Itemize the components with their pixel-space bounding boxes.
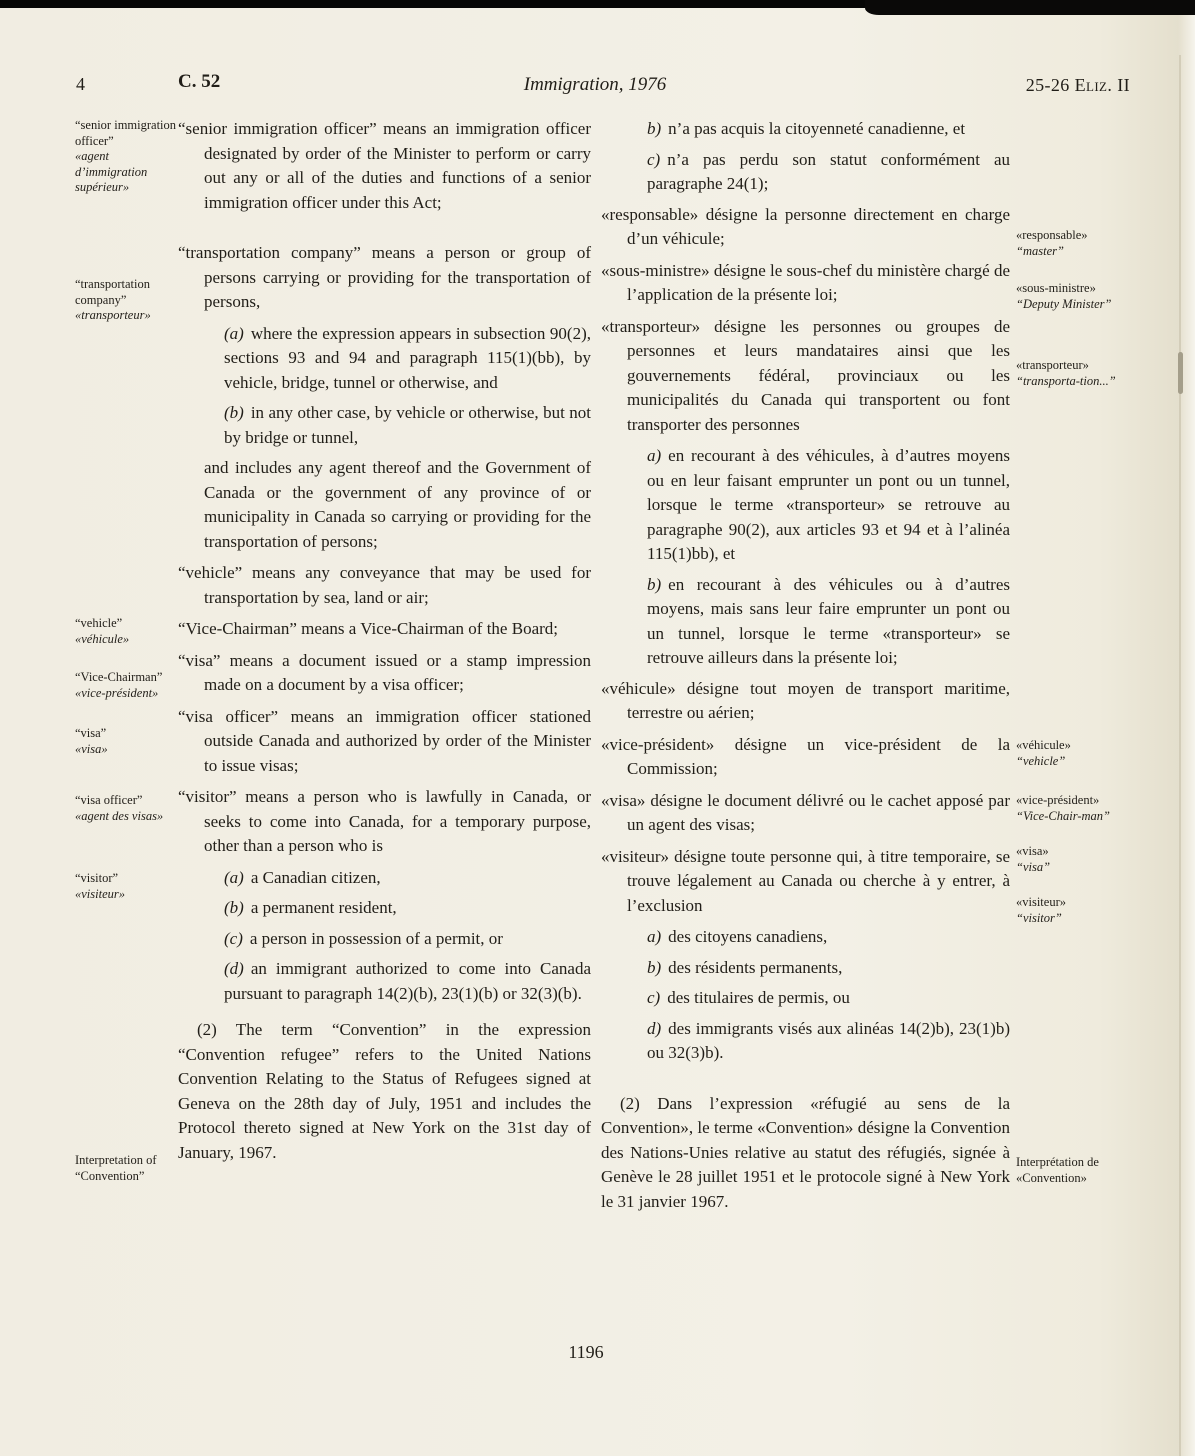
sub-item-marker: b) bbox=[647, 119, 662, 138]
sub-item-marker: c) bbox=[647, 988, 661, 1007]
french-text-column bbox=[601, 117, 1010, 1221]
definition-visitor: “visitor” means a person who is lawfully in Canada, or seeks to come into Canada, for a temporary purpose, other than a person who is bbox=[178, 787, 591, 855]
margin-note-term: “vehicle” bbox=[75, 616, 123, 630]
sub-item-b-fr bbox=[647, 117, 1010, 142]
margin-note-gloss: «agent d’immigration supérieur» bbox=[75, 149, 148, 194]
margin-note-term: «véhicule» bbox=[1016, 738, 1071, 752]
sub-item-text: n’a pas acquis la citoyenneté canadienne, et bbox=[668, 119, 966, 138]
definition-vehicule: «véhicule» désigne tout moyen de transport maritime, terrestre ou aérien; bbox=[601, 678, 1010, 722]
sub-item-text: des titulaires de permis, ou bbox=[667, 988, 850, 1007]
definition-vehicle: “vehicle” means any conveyance that may be used for transportation by sea, land or air; bbox=[178, 563, 591, 607]
subsection-2-interpretation-fr: (2) Dans l’expression «réfugié au sens de la Convention», le terme «Convention» désigne la Convention des Nations-Unies relative au statut des réfugiés, signée à Genève le 28 juillet 1951 et le protocole signé à New York le 31 janvier 1967. bbox=[601, 1093, 1010, 1211]
definition-continuation: and includes any agent thereof and the Government of Canada or the government of any province of or municipality in Canada so carrying or providing for the transportation of persons; bbox=[204, 458, 591, 551]
definition-visa-fr: «visa» désigne le document délivré ou le cachet apposé par un agent des visas; bbox=[601, 790, 1010, 834]
definition-sous-ministre: «sous-ministre» désigne le sous-chef du ministère chargé de l’application de la présente loi; bbox=[601, 260, 1010, 304]
margin-note-gloss: “Vice-Chair-man” bbox=[1016, 808, 1110, 823]
sub-item-text: a person in possession of a permit, or bbox=[249, 928, 503, 948]
margin-note-gloss: “visitor” bbox=[1016, 910, 1062, 925]
sub-item-marker: (b) bbox=[224, 898, 244, 917]
running-head-chapter: C. 52 bbox=[178, 71, 221, 92]
margin-note-gloss: “Deputy Minister” bbox=[1016, 296, 1112, 311]
margin-note-interpretation-convention-fr bbox=[1016, 1155, 1128, 1186]
sub-item-a bbox=[224, 866, 591, 891]
sub-item-marker: (b) bbox=[224, 403, 244, 422]
margin-note-term: «vice-président» bbox=[1016, 793, 1100, 807]
margin-note-gloss: “transporta-tion...” bbox=[1016, 373, 1116, 388]
margin-note-term: «responsable» bbox=[1016, 228, 1088, 242]
margin-note-gloss: «agent des visas» bbox=[75, 808, 164, 823]
sub-item-c bbox=[224, 927, 591, 952]
margin-note-term: “visitor” bbox=[75, 871, 119, 885]
sub-item-a-fr bbox=[647, 444, 1010, 567]
book-page-edge bbox=[1179, 55, 1181, 1456]
sub-item-marker: b) bbox=[647, 574, 662, 594]
definition-responsable: «responsable» désigne la personne directement en charge d’un véhicule; bbox=[601, 204, 1010, 248]
margin-note-term: «visiteur» bbox=[1016, 895, 1066, 909]
sub-item-marker: c) bbox=[647, 149, 661, 169]
sub-item-text: a Canadian citizen, bbox=[250, 867, 381, 887]
margin-note-term: «visa» bbox=[1016, 844, 1049, 858]
margin-note-interpretation-convention bbox=[75, 1153, 178, 1184]
margin-note-visa-fr bbox=[1016, 844, 1128, 875]
sub-item-marker: a) bbox=[647, 446, 662, 465]
sub-item-text: where the expression appears in subsection 90(2), sections 93 and 94 and paragraph 115(1)(bb), by vehicle, bridge, tunnel or otherwise, and bbox=[224, 323, 591, 392]
sub-item-text: en recourant à des véhicules ou à d’autres moyens, mais sans leur faire emprunter un pont ou un tunnel, lorsque le terme «transporteur» se retrouve ailleurs dans la présente loi; bbox=[647, 574, 1010, 667]
sub-item-c-fr bbox=[647, 148, 1010, 197]
margin-note-visa bbox=[75, 726, 178, 757]
sub-item-marker: d) bbox=[647, 1018, 662, 1038]
sub-item-marker: (d) bbox=[224, 959, 244, 978]
margin-note-visitor bbox=[75, 871, 178, 902]
definition-visiteur: «visiteur» désigne toute personne qui, à titre temporaire, se trouve légalement au Canada ou cherche à y entrer, à l’exclusion bbox=[601, 846, 1010, 915]
margin-note-term: “senior immigration officer” bbox=[75, 118, 177, 148]
sub-item-marker: a) bbox=[647, 927, 662, 946]
margin-note-term: “Vice-Chairman” bbox=[75, 670, 163, 684]
margin-note-transporteur bbox=[1016, 358, 1128, 389]
sub-item-b-fr bbox=[647, 573, 1010, 671]
scan-edge-top-right bbox=[865, 0, 1195, 15]
margin-note-term: “visa officer” bbox=[75, 793, 143, 807]
margin-note-gloss: «vice-président» bbox=[75, 685, 159, 700]
margin-note-vice-chairman bbox=[75, 670, 178, 701]
margin-note-vehicle bbox=[75, 616, 178, 647]
margin-note-gloss: «visiteur» bbox=[75, 886, 125, 901]
margin-note-vice-president bbox=[1016, 793, 1128, 824]
definition-transportation-company: “transportation company” means a person or group of persons carrying or providing for the transportation of persons, bbox=[178, 243, 591, 311]
margin-note-responsable bbox=[1016, 228, 1128, 259]
definition-vice-president: «vice-président» désigne un vice-président de la Commission; bbox=[601, 734, 1010, 778]
running-head-page-number: 4 bbox=[76, 74, 85, 94]
sub-item-text: des citoyens canadiens, bbox=[668, 927, 828, 946]
sub-item-text: n’a pas perdu son statut conformément au paragraphe 24(1); bbox=[647, 149, 1010, 193]
sub-item-b bbox=[224, 896, 591, 921]
margin-note-senior-immigration-officer bbox=[75, 118, 178, 196]
sub-item-marker: (a) bbox=[224, 867, 244, 887]
margin-note-gloss: «transporteur» bbox=[75, 308, 151, 322]
margin-note-sous-ministre bbox=[1016, 281, 1128, 312]
sub-item-a-fr bbox=[647, 925, 1010, 950]
sub-item-text: in any other case, by vehicle or otherwise, but not by bridge or tunnel, bbox=[224, 403, 591, 447]
margin-note-term: «transporteur» bbox=[1016, 358, 1089, 372]
margin-note-term: “transportation company” bbox=[75, 277, 150, 307]
definition-transporteur: «transporteur» désigne les personnes ou groupes de personnes et leurs mandataires ainsi que les gouvernements fédéral, provinciaux ou les municipalités du Canada qui transportent ou font transporter des personnes bbox=[601, 316, 1010, 434]
definition-visa-officer: “visa officer” means an immigration officer stationed outside Canada and authorized by order of the Minister to issue visas; bbox=[178, 706, 591, 775]
sub-item-text: a permanent resident, bbox=[250, 898, 397, 917]
margin-note-gloss: “visa” bbox=[1016, 859, 1051, 874]
margin-note-term: «sous-ministre» bbox=[1016, 281, 1096, 295]
margin-note-term: Interpretation of “Convention” bbox=[75, 1153, 157, 1183]
sub-item-marker: b) bbox=[647, 957, 662, 977]
definition-senior-immigration-officer: “senior immigration officer” means an immigration officer designated by order of the Minister to perform or carry out any or all of the duties and functions of a senior immigration officer under this Act; bbox=[178, 119, 591, 212]
margin-note-transportation-company bbox=[75, 277, 178, 324]
sub-item-text: en recourant à des véhicules, à d’autres moyens ou en leur faisant emprunter un pont ou un tunnel, lorsque le terme «transporteur» se retrouve au paragraphe 90(2), aux articles 93 et 94 et à l’alinéa 115(1)bb), et bbox=[647, 446, 1010, 563]
sub-item-c-fr bbox=[647, 986, 1010, 1011]
margin-note-gloss: “master” bbox=[1016, 243, 1064, 258]
sub-item-marker: (a) bbox=[224, 323, 244, 343]
sub-item-d-fr bbox=[647, 1017, 1010, 1066]
sub-item-text: des résidents permanents, bbox=[668, 957, 843, 977]
running-head-title: Immigration, 1976 bbox=[523, 74, 667, 95]
sub-item-b bbox=[224, 401, 591, 450]
sub-item-b-fr bbox=[647, 956, 1010, 981]
margin-note-visa-officer bbox=[75, 793, 178, 824]
margin-note-gloss: “vehicle” bbox=[1016, 753, 1066, 768]
subsection-2-interpretation: (2) The term “Convention” in the expression “Convention refugee” refers to the United Nations Convention Relating to the Status of Refugees signed at Geneva on the 28th day of July, 1951 and includes the Protocol thereto signed at New York on the 31st day of January, 1967. bbox=[178, 1020, 591, 1162]
definition-vice-chairman: “Vice-Chairman” means a Vice-Chairman of the Board; bbox=[178, 619, 558, 638]
margin-note-vehicule bbox=[1016, 738, 1128, 769]
sub-item-text: an immigrant authorized to come into Canada pursuant to paragraph 14(2)(b), 23(1)(b) or 32(3)(b). bbox=[224, 959, 591, 1003]
margin-note-term: Interprétation de «Convention» bbox=[1016, 1155, 1099, 1185]
definition-visa: “visa” means a document issued or a stamp impression made on a document by a visa officer; bbox=[178, 650, 591, 694]
sub-item-marker: (c) bbox=[224, 928, 243, 948]
margin-note-term: “visa” bbox=[75, 726, 107, 740]
margin-note-gloss: «visa» bbox=[75, 741, 108, 756]
sub-item-a bbox=[224, 322, 591, 396]
margin-note-gloss: «véhicule» bbox=[75, 631, 130, 646]
page-folio-number: 1196 bbox=[568, 1342, 604, 1362]
sub-item-text: des immigrants visés aux alinéas 14(2)b), 23(1)b) ou 32(3)b). bbox=[647, 1018, 1010, 1062]
english-text-column bbox=[178, 117, 591, 1172]
running-head-regnal-year: 25-26 Eliz. II bbox=[1025, 75, 1130, 95]
page-edge-blotch bbox=[1178, 352, 1183, 394]
sub-item-d bbox=[224, 957, 591, 1006]
margin-note-visiteur bbox=[1016, 895, 1128, 926]
